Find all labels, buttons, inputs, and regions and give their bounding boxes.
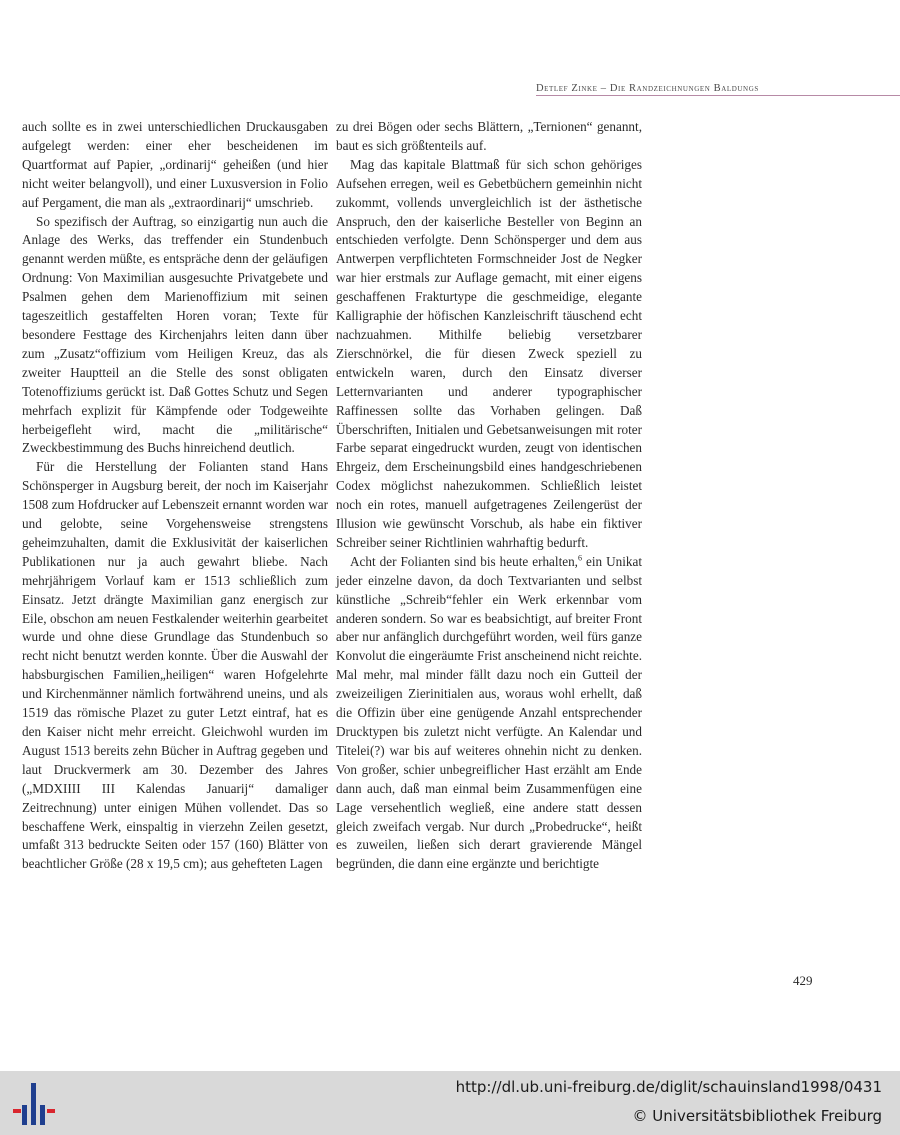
page-number: 429 [793,973,813,988]
paragraph: Für die Herstellung der Folianten stand Hans Schönsperger in Augsburg bereit, der noch im Kaiserjahr 1508 zum Hofdrucker auf Lebenszeit ernannt worden war und gelobte, seine Vorgehensweise strengstens geheimzuhalten, damit die Exklusivität der kaiserlichen Publikationen nur ja auch gewahrt bliebe. Nach mehrjährigem Vorlauf kam er 1513 schließlich zum Einsatz. Jetzt drängte Maximilian ganz energisch zur Eile, obschon am neuen Festkalender weiterhin gearbeitet wurde und ohne diese Grundlage das Stundenbuch so recht nicht benutzt werden konnte. Über die Auswahl der habsburgischen Familien„heiligen“ waren Hofgelehrte und Kirchenmänner nämlich fortwährend uneins, und als 1519 das römische Plazet zu guter Letzt eintraf, hat es den Kaiser nicht mehr erreicht. Gleichwohl wurden im August 1513 bereits zehn Bücher in Auftrag gegeben und laut Druckvermerk am 30. Dezember des Jahres („MDXIIII III Kalendas Januarij“ damaliger Zeitrechnung) unter einigen Mühen vollendet. Das so beschaffene Werk, einspaltig in vierzehn Zeilen gesetzt, umfaßt 313 bedruckte Seiten oder 157 (160) Blätter von beachtlicher Größe (28 x 19,5 cm); aus gehefteten Lagen [22,459,328,872]
paragraph: zu drei Bögen oder sechs Blättern, „Ternionen“ genannt, baut es sich größtenteils auf. [336,119,642,153]
paragraph: So spezifisch der Auftrag, so einzigartig nun auch die Anlage des Werks, das treffender ein Stundenbuch genannt werden müßte, es entspräche denn der geläufigen Ordnung: Von Maximilian ausgesuchte Privatgebete und Psalmen gehen dem Marienoffizium mit seinen tageszeitlich gestaffelten Horen voran; Texte für besondere Festtage des Kirchenjahrs leiten dann über zum „Zusatz“offizium vom Heiligen Kreuz, das als zweiter Hauptteil an die Stelle des sonst obligaten Totenoffiziums gerückt ist. Daß Gottes Schutz und Segen mehrfach explizit für Kämpfende oder Todgeweihte herbeigefleht wird, macht die „militärische“ Zweckbestimmung des Buchs hinreichend deutlich. [22,213,328,456]
paragraph-text: ein Unikat jeder einzelne davon, da doch Textvarianten und selbst künstliche „Schreib“fehler ein Werk erkennbar vom anderen sondern. So war es beabsichtigt, auf breiter Front aber nur anfänglich durchgeführt worden, weil fürs ganze Konvolut die eingeräumte Frist anscheinend nicht reichte. Mal mehr, mal minder fällt dazu noch ein Gutteil der zweizeiligen Zierinitialen aus, woraus wohl erhellt, daß die Offizin über eine genügende Anzahl entsprechender Drucktypen bis zuletzt nicht verfügte. An Kalendar und Titelei(?) war bis auf weiteres ohnehin nicht zu denken. Von großer, schier unbegreiflicher Hast erzählt am Ende dann auch, daß man einmal beim Zusammenfügen eine Lage versehentlich wegließ, eine andere statt dessen gleich zweifach vergab. Nur durch „Probedrucke“, heißt es zuweilen, ließen sich derart gravierende Mängel begründen, die dann eine ergänzte und berichtigte [336,553,642,872]
library-logo-icon [12,1081,58,1127]
paragraph: auch sollte es in zwei unterschiedlichen Druckausgaben aufgelegt werden: einer eher bescheidenen im Quartformat auf Papier, „ordinarij“ geheißen (und hier nicht weiter belangvoll), und einer Luxusversion in Folio auf Pergament, die man als „extraordinarij“ umschrieb. [22,119,328,210]
running-head-rule [536,95,900,96]
copyright-notice: © Universitätsbibliothek Freiburg [632,1107,882,1125]
right-text-column [336,118,642,874]
paragraph: Mag das kapitale Blattmaß für sich schon gehöriges Aufsehen erregen, weil es Gebetbüchern gemeinhin nicht zukommt, vollends unvergleichlich ist der ästhetische Anspruch, den der kaiserliche Besteller von Beginn an entschieden verfolgte. Denn Schönsperger und dem aus Antwerpen verpflichteten Formschneider Jost de Negker war hier erstmals zur Auflage gemacht, mit einer eigens geschaffenen Frakturtype die geschmeidige, elegante Kalligraphie der höfischen Kanzleischrift täuschend echt nachzuahmen. Mithilfe beliebig versetzbarer Zierschnörkel, die für diesen Zweck speziell zu entwickeln waren, durch den Einsatz diverser Letternvarianten und anderer typographischer Raffinessen sollte das Vorhaben gelingen. Daß Überschriften, Initialen und Gebetsanweisungen mit roter Farbe separat eingedruckt wurden, zeugt von identischen Ehrgeiz, dem Erscheinungsbild eines handgeschriebenen Codex möglichst nahezukommen. Schließlich leistet noch ein rotes, manuell aufgetragenes Zeilengerüst der Illusion wie gewünscht Vorschub, als habe ein fiktiver Schreiber seiner Richtlinien wahrhaftig bedurft. [336,156,642,550]
source-url-link[interactable]: http://dl.ub.uni-freiburg.de/diglit/schauinsland1998/0431 [455,1078,882,1096]
paragraph-text: Acht der Folianten sind bis heute erhalten, [350,553,578,569]
left-text-column [22,118,328,874]
running-head: Detlef Zinke – Die Randzeichnungen Baldungs [536,83,759,94]
footnote-marker[interactable]: 6 [577,553,582,563]
paragraph [336,553,642,874]
